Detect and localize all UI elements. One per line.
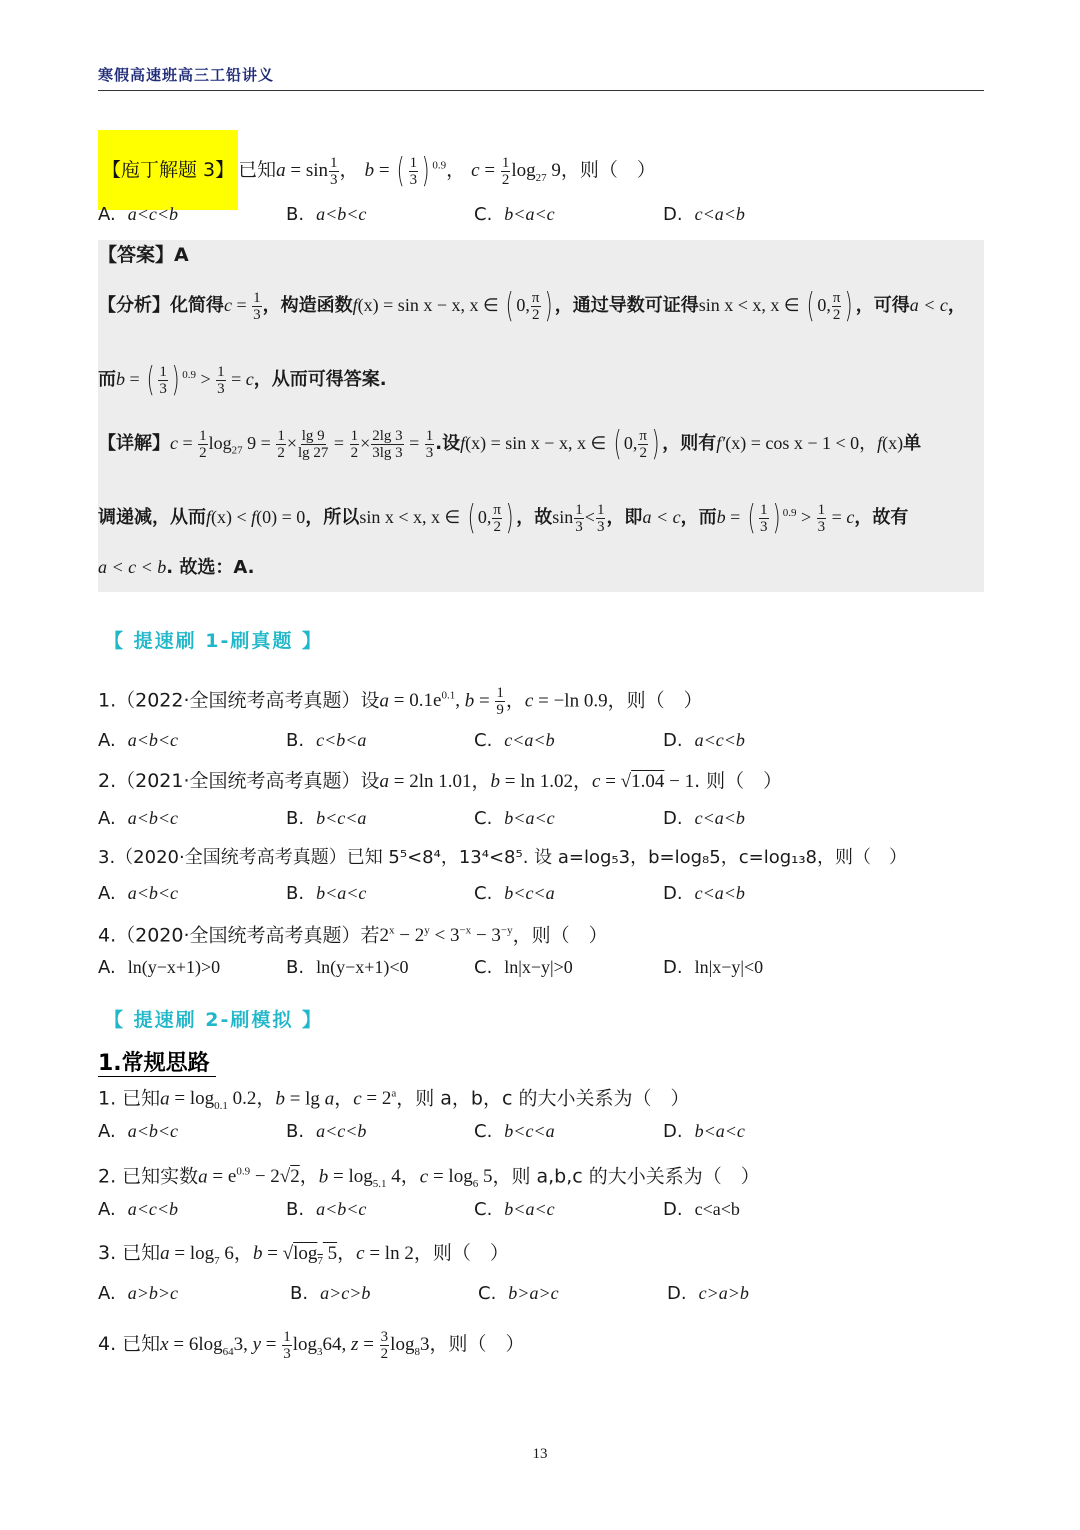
mock-question-3: 3. 已知$a = \log_7 6$，$b = √\log_7$ 5，c = ln 2，则（ ） [98, 1242, 509, 1267]
mock-question-2: 2. 已知实数$a = e^{0.9} - 2√2$，$b = \log_{5.1} 4$，$c = \log_6 5$，则 a,b,c 的大小关系为（ ） [98, 1165, 760, 1191]
option-a[interactable]: A. ln(y−x+1)>0 [98, 957, 221, 978]
intro-problem: 【庖丁解题 3】 已知a = sin $\frac{1}{3}$ ， b = ( $\frac{1}{3}$ ) $^{0.9}$， c = $\frac{1}{2}$ $\log_{27} 9$，则（ ） [98, 130, 656, 190]
real-question-4: 4.（2020·全国统考高考真题）若$2^x - 2^y < 3^{-x} - 3^{-y}$，则（ ） [98, 924, 608, 947]
option-b[interactable]: B. a<b<c [286, 1199, 367, 1220]
option-a[interactable]: A. a<b<c [98, 730, 179, 751]
analysis-line-1: 【分析】化简得c = $\frac{1}{3}$ ，构造函数f(x) = sin x − x, x ∈ ( 0, $\frac{\pi}{2}$ ) ，通过导数可证得sin x < x, x ∈ ( 0, $\frac{\pi}{2}$ ) ，可得a < c， [98, 286, 966, 326]
real-options-3 [98, 883, 984, 909]
option-d[interactable]: D. c<a<b [663, 808, 745, 829]
detail-line-1: 【详解】c = $\frac{1}{2}$ $\log_{27} 9$ = $\frac{1}{2}$ × $\frac{\lg 9}{\lg 27}$ = $\frac{1}{2}$ × $\frac{2\lg 3}{3\lg 3}$ = $\frac{1}{3}$ .设f(x) = sin x − x, x ∈ ( 0, $\frac{\pi}{2}$ ) ，则有f′(x) = cos x − 1 < 0，f(x)单 [98, 424, 922, 464]
mock-question-1: 1. 已知$a = \log_{0.1} 0.2$，b = lg a，$c = 2^a$，则 a，b，c 的大小关系为（ ） [98, 1087, 690, 1113]
option-d[interactable]: D. b<a<c [663, 1121, 745, 1142]
subhead-rule [98, 1076, 216, 1077]
option-b[interactable]: B. c<b<a [286, 730, 367, 751]
option-c[interactable]: C. b<a<c [474, 808, 555, 829]
real-question-3: 3.（2020·全国统考高考真题）已知 5⁵<8⁴，13⁴<8⁵. 设 a=log₅3，b=log₈5，c=log₁₃8，则（ ） [98, 847, 908, 868]
detail-line-2: 调递减，从而f(x) < f(0) = 0，所以sin x < x, x ∈ ( 0, $\frac{\pi}{2}$ ) ，故sin $\frac{1}{3}$ < $\frac{1}{3}$ ，即a < c，而b = ( $\frac{1}{3}$ ) $^{0.9}$ > $\frac{1}{3}$ = c，故有 [98, 498, 909, 538]
mock-question-4: 4. 已知$x = 6\log_{64}3$, y = $\frac{1}{3}$ $\log_364$, z = $\frac{3}{2}$ $\log_83$，则（ ） [98, 1328, 525, 1362]
section-title-mock: 【 提速刷 2-刷模拟 】 [104, 1009, 323, 1031]
page-number: 13 [532, 1446, 548, 1462]
real-options-1 [98, 730, 984, 756]
answer-label: 【答案】A [98, 244, 189, 266]
mock-options-3 [98, 1283, 984, 1309]
intro-options [98, 204, 984, 230]
option-b[interactable]: B. b<c<a [286, 808, 367, 829]
option-c[interactable]: C. ln|x−y|>0 [474, 957, 573, 978]
option-d[interactable]: D. c<a<b [663, 883, 745, 904]
option-b[interactable]: B. a<b<c [286, 204, 367, 225]
option-a[interactable]: A. a<c<b [98, 204, 179, 225]
mock-options-1 [98, 1121, 984, 1147]
option-d[interactable]: D. c<a<b [663, 1199, 740, 1220]
option-d[interactable]: D. ln|x−y|<0 [663, 957, 764, 978]
option-a[interactable]: A. a<b<c [98, 808, 179, 829]
option-b[interactable]: B. a<c<b [286, 1121, 367, 1142]
detail-line-3: a < c < b. 故选：A. [98, 557, 255, 578]
option-d[interactable]: D. c<a<b [663, 204, 745, 225]
option-a[interactable]: A. a<b<c [98, 883, 179, 904]
section-title-real: 【 提速刷 1-刷真题 】 [104, 630, 323, 652]
option-c[interactable]: C. b>a>c [478, 1283, 559, 1304]
header-rule [98, 90, 984, 91]
option-b[interactable]: B. ln(y−x+1)<0 [286, 957, 409, 978]
real-question-2: 2.（2021·全国统考高考真题）设a = 2ln 1.01，b = ln 1.02，c = √1.04 − 1. 则（ ） [98, 770, 783, 792]
option-b[interactable]: B. b<a<c [286, 883, 367, 904]
option-d[interactable]: D. a<c<b [663, 730, 745, 751]
mock-options-2 [98, 1199, 984, 1225]
option-c[interactable]: C. b<c<a [474, 883, 555, 904]
real-options-4 [98, 957, 984, 983]
option-a[interactable]: A. a<b<c [98, 1121, 179, 1142]
option-a[interactable]: A. a>b>c [98, 1283, 179, 1304]
option-d[interactable]: D. c>a>b [667, 1283, 749, 1304]
option-b[interactable]: B. a>c>b [290, 1283, 371, 1304]
analysis-line-2: 而b = ( $\frac{1}{3}$ ) $^{0.9}$ > $\frac{1}{3}$ = c，从而可得答案. [98, 360, 387, 400]
option-c[interactable]: C. b<c<a [474, 1121, 555, 1142]
header-title: 寒假高速班高三工铅讲义 [98, 66, 275, 84]
real-question-1: 1.（2022·全国统考高考真题）设$a = 0.1e^{0.1}$, b = $\frac{1}{9}$ ，c = −ln 0.9，则（ ） [98, 684, 703, 718]
option-a[interactable]: A. a<c<b [98, 1199, 179, 1220]
subhead-title: 1.常规思路 [98, 1051, 210, 1076]
option-c[interactable]: C. b<a<c [474, 1199, 555, 1220]
real-options-2 [98, 808, 984, 834]
option-c[interactable]: C. c<a<b [474, 730, 555, 751]
option-c[interactable]: C. b<a<c [474, 204, 555, 225]
intro-tag: 【庖丁解题 3】 [98, 130, 238, 210]
